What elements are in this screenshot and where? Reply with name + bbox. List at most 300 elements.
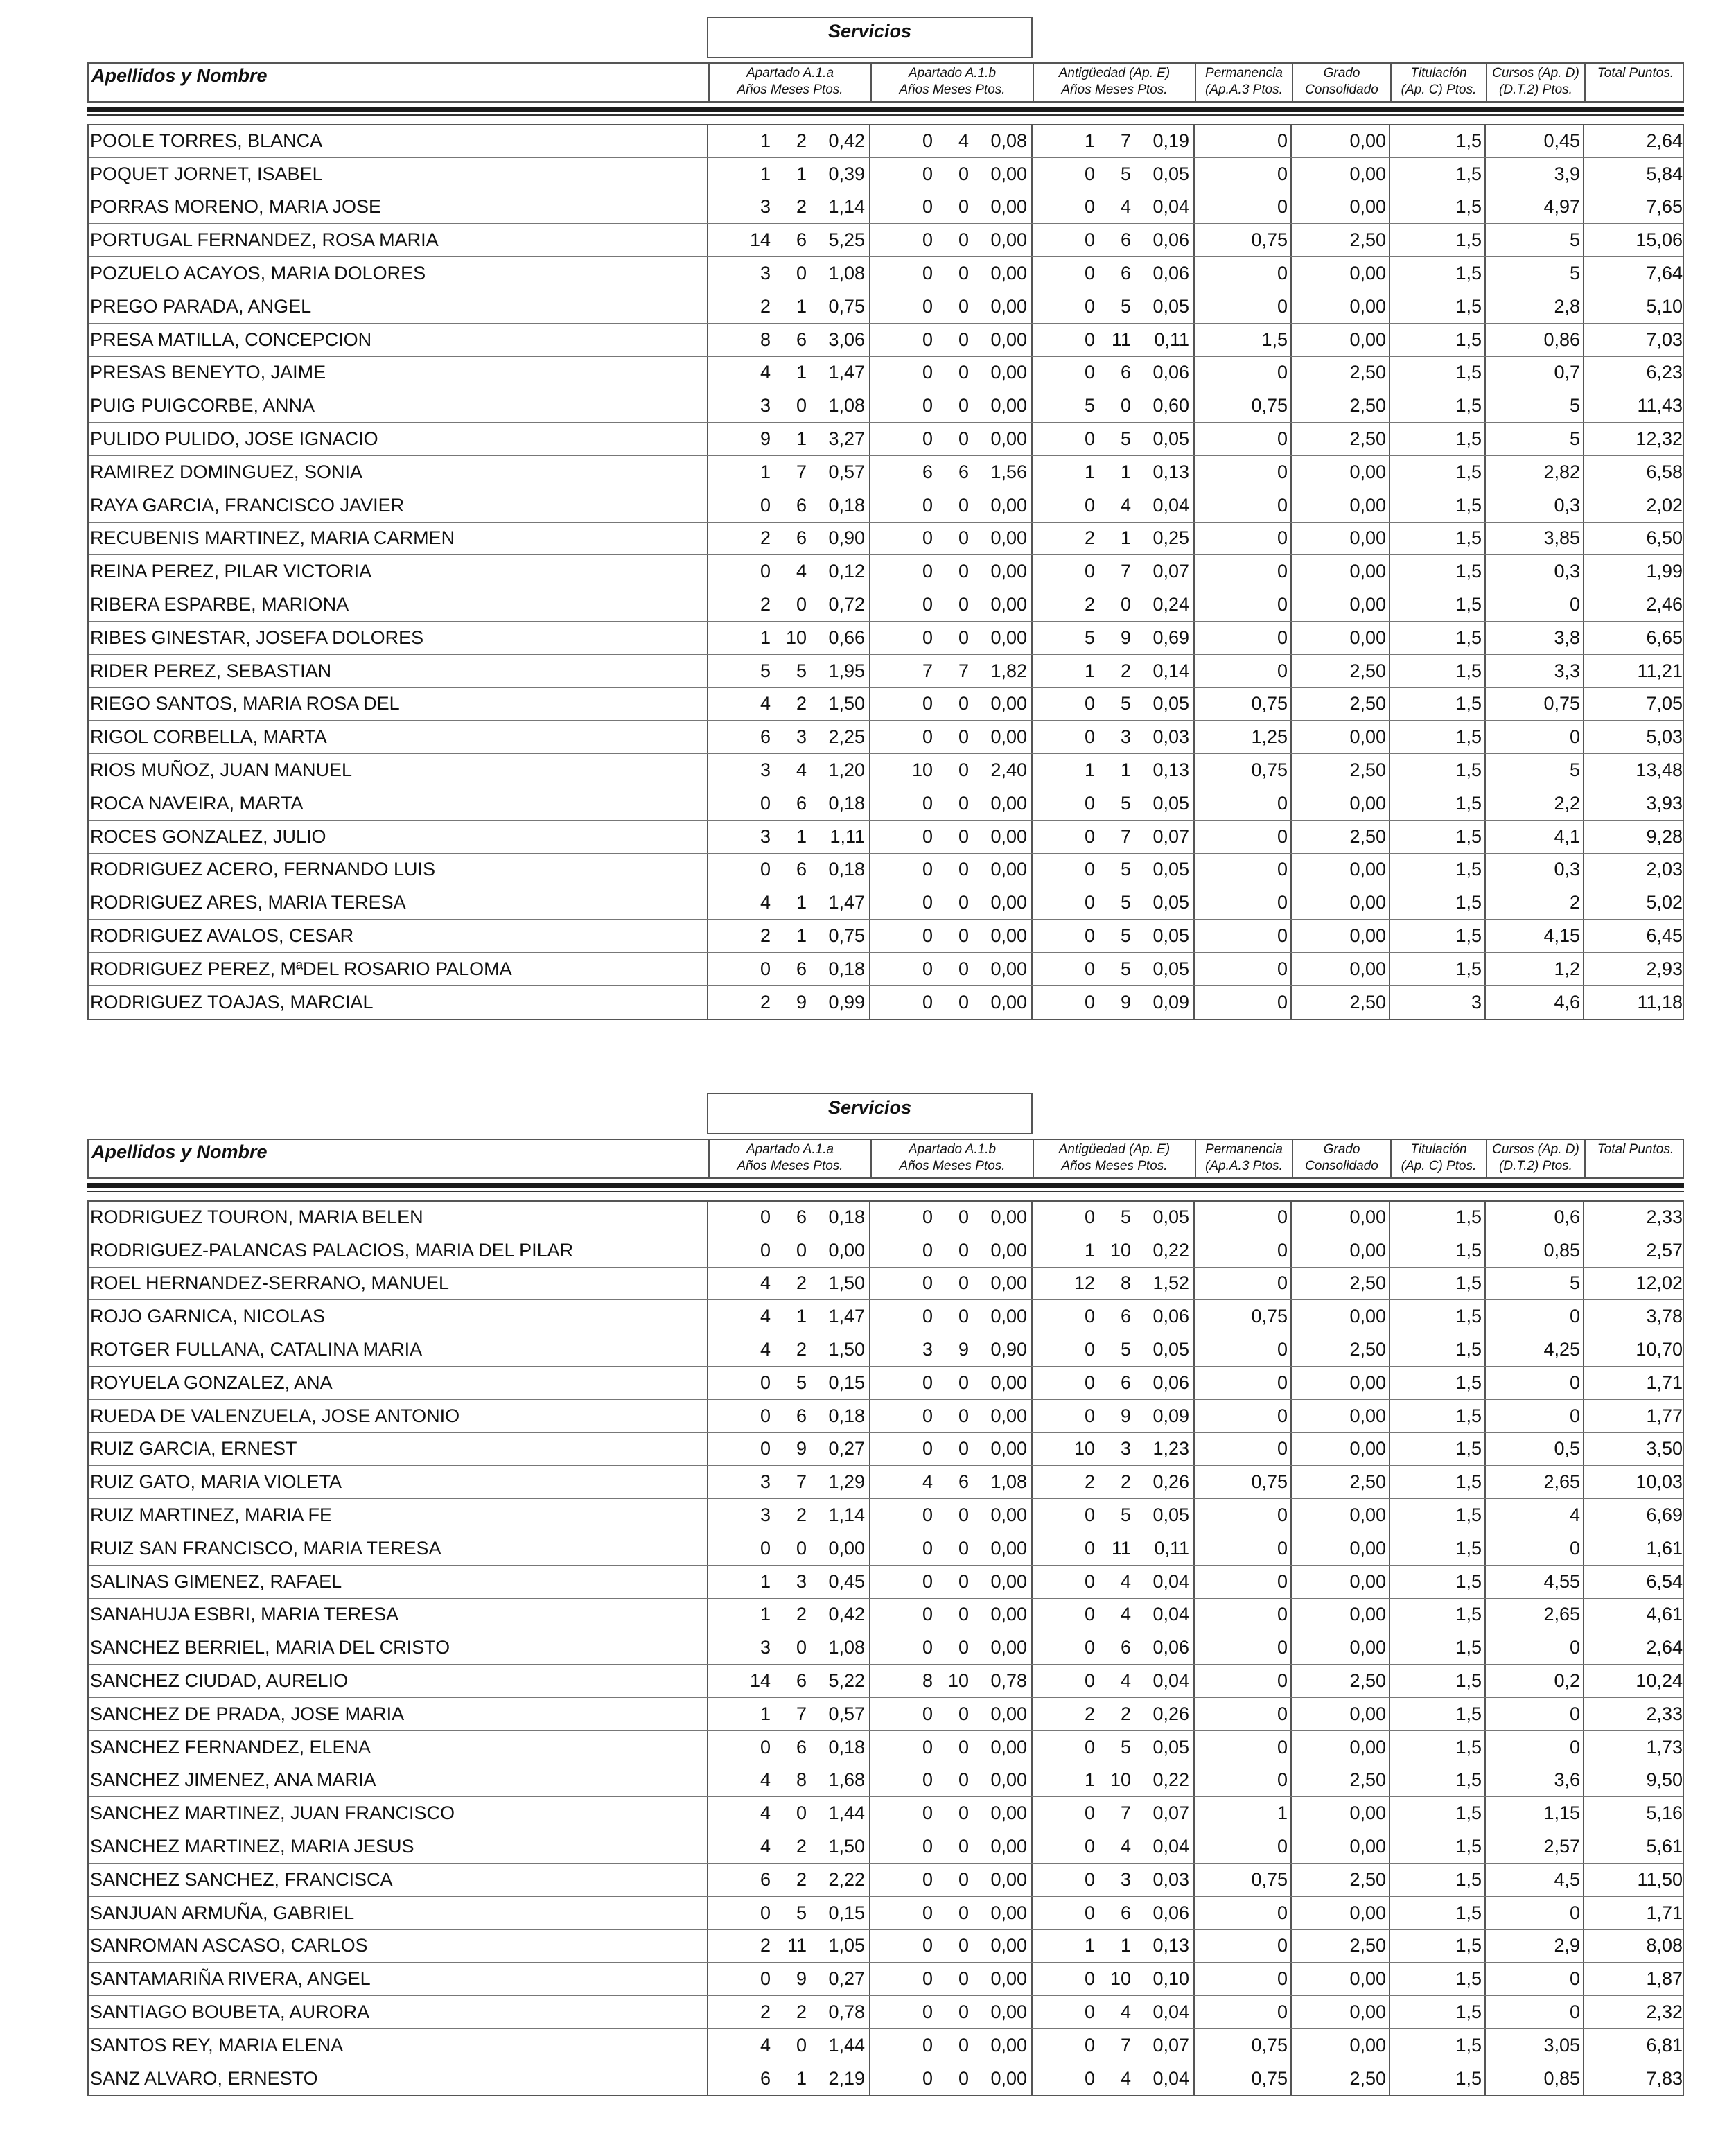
points-value: 0,04 [1152,2067,1189,2089]
months-value: 0 [958,859,969,880]
cursos-value: 0,3 [1486,555,1584,588]
permanencia-value: 0 [1195,489,1292,522]
service-group [708,2029,870,2062]
cursos-value: 0,45 [1486,125,1584,157]
titulacion-value: 1,5 [1390,588,1486,621]
years-value: 0 [922,892,933,913]
service-group [1033,1234,1195,1267]
total-value: 13,48 [1636,760,1683,781]
years-value: 0 [922,1537,933,1559]
points-value: 0,13 [1152,1935,1189,1956]
grado-value: 0,00 [1292,953,1390,985]
years-value: 6 [760,1868,771,1890]
titulacion-value: 1,5 [1390,721,1486,753]
permanencia-value: 0 [1195,125,1292,157]
service-group [708,986,870,1019]
months-value: 0 [958,1703,969,1724]
total-value: 7,83 [1646,2067,1683,2089]
months-value: 1 [796,362,807,383]
months-value: 0 [796,2034,807,2056]
table-row [89,290,1683,323]
years-value: 0 [922,395,933,417]
months-value: 6 [1120,1902,1131,1923]
points-value: 0,00 [990,1405,1027,1426]
months-value: 6 [1120,263,1131,284]
years-value: 2 [760,991,771,1013]
total-value: 2,33 [1646,1703,1683,1724]
column-header-line: Titulación [1410,1142,1467,1157]
total-value: 3,93 [1646,792,1683,814]
points-value: 0,14 [1152,660,1189,681]
years-value: 0 [922,362,933,383]
servicios-header: Servicios [707,1093,1033,1134]
months-value: 1 [796,428,807,450]
service-group [870,986,1033,1019]
titulacion-value: 1,5 [1390,1234,1486,1267]
service-group [708,886,870,919]
service-group [1033,886,1195,919]
years-value: 0 [922,130,933,152]
months-value: 0 [958,1505,969,1526]
points-value: 0,00 [990,1769,1027,1791]
years-value: 0 [1084,196,1095,218]
service-group [870,1599,1033,1631]
total-value: 10,24 [1636,1670,1683,1692]
points-value: 0,57 [828,461,865,482]
grado-value: 2,50 [1292,754,1390,787]
years-value: 0 [922,428,933,450]
person-name: SANCHEZ FERNANDEZ, ELENA [89,1731,708,1764]
service-group [708,158,870,191]
months-value: 3 [1120,1868,1131,1890]
points-value: 0,05 [1152,1505,1189,1526]
years-value: 0 [922,1769,933,1791]
points-value: 0,18 [828,1736,865,1758]
table-row [89,223,1683,256]
service-group [870,1333,1033,1366]
years-value: 0 [1084,1836,1095,1857]
permanencia-value: 0 [1195,1400,1292,1432]
grado-value: 0,00 [1292,1566,1390,1598]
total-value: 12,02 [1636,1272,1683,1294]
years-value: 0 [922,1836,933,1857]
service-group [1033,1268,1195,1300]
service-group [1033,1731,1195,1764]
points-value: 0,05 [1152,1339,1189,1360]
service-group [708,1731,870,1764]
years-value: 12 [1073,1272,1095,1294]
titulacion-value: 1,5 [1390,1466,1486,1498]
person-name: SANTAMARIÑA RIVERA, ANGEL [89,1963,708,1995]
months-value: 2 [796,1604,807,1625]
column-header-line: Apartado A.1.b [908,66,997,80]
service-group [870,1963,1033,1995]
table-row [89,256,1683,290]
cursos-value: 0,7 [1486,357,1584,389]
grado-value: 2,50 [1292,655,1390,687]
years-value: 0 [1084,2001,1095,2023]
years-value: 0 [1084,1339,1095,1360]
table-row [89,2062,1683,2095]
months-value: 0 [958,2001,969,2023]
service-group [870,1698,1033,1730]
points-value: 0,60 [1152,395,1189,417]
service-group [708,854,870,886]
person-name: PUIG PUIGCORBE, ANNA [89,389,708,422]
service-group [870,1499,1033,1532]
servicios-header: Servicios [707,17,1033,58]
titulacion-value: 1,5 [1390,2062,1486,2095]
permanencia-value: 0,75 [1195,1864,1292,1896]
titulacion-value: 1,5 [1390,787,1486,820]
years-value: 0 [922,1306,933,1327]
service-group [870,389,1033,422]
service-group [708,1864,870,1896]
table-row [89,422,1683,455]
years-value: 0 [922,1868,933,1890]
titulacion-value: 1,5 [1390,2029,1486,2062]
years-value: 0 [922,163,933,184]
points-value: 1,08 [828,395,865,417]
months-value: 0 [958,1968,969,1990]
titulacion-value: 1,5 [1390,1499,1486,1532]
service-group [708,456,870,489]
points-value: 0,42 [828,1604,865,1625]
years-value: 0 [922,1570,933,1592]
months-value: 0 [958,1736,969,1758]
permanencia-value: 0,75 [1195,754,1292,787]
total-value: 7,05 [1646,693,1683,715]
person-name: PRESA MATILLA, CONCEPCION [89,324,708,356]
years-value: 0 [922,1803,933,1824]
years-value: 0 [760,1405,771,1426]
service-group [708,721,870,753]
points-value: 0,00 [990,1637,1027,1658]
service-group [1033,1532,1195,1565]
person-name: SANCHEZ DE PRADA, JOSE MARIA [89,1698,708,1730]
total-value: 5,16 [1646,1803,1683,1824]
permanencia-value: 1 [1195,1797,1292,1830]
months-value: 5 [1120,163,1131,184]
table-row [89,1830,1683,1863]
cursos-value: 3,85 [1486,523,1584,555]
points-value: 0,15 [828,1902,865,1923]
permanencia-value: 0 [1195,1897,1292,1929]
service-group [870,787,1033,820]
table-row [89,687,1683,721]
points-value: 0,00 [990,726,1027,748]
column-header-perm [1195,64,1292,101]
person-name: RODRIGUEZ-PALANCAS PALACIOS, MARIA DEL PILAR [89,1234,708,1267]
cursos-value: 0,6 [1486,1202,1584,1234]
years-value: 0 [922,295,933,317]
total-value: 11,18 [1637,991,1683,1013]
grado-value: 2,50 [1292,1764,1390,1797]
years-value: 0 [1084,1670,1095,1692]
months-value: 4 [1120,1570,1131,1592]
service-group [1033,1300,1195,1333]
column-header-line: (Ap. C) Ptos. [1401,82,1477,97]
years-value: 5 [1084,626,1095,648]
points-value: 0,12 [828,561,865,582]
total-value: 5,84 [1646,163,1683,184]
years-value: 3 [760,1471,771,1493]
grado-value: 2,50 [1292,1665,1390,1697]
person-name: RODRIGUEZ ACERO, FERNANDO LUIS [89,854,708,886]
points-value: 0,10 [1152,1968,1189,1990]
months-value: 6 [796,229,807,251]
service-group [1033,986,1195,1019]
column-header-line: Cursos (Ap. D) [1492,66,1579,80]
cursos-value: 1,15 [1486,1797,1584,1830]
titulacion-value: 1,5 [1390,1532,1486,1565]
years-value: 0 [922,1438,933,1460]
grado-value: 0,00 [1292,1996,1390,2028]
person-name: RODRIGUEZ ARES, MARIA TERESA [89,886,708,919]
table-row [89,588,1683,621]
years-value: 0 [1084,295,1095,317]
years-value: 0 [922,1935,933,1956]
years-value: 3 [760,395,771,417]
column-header-row [87,1139,1684,1179]
months-value: 0 [796,263,807,284]
points-value: 0,15 [828,1371,865,1393]
service-group [708,588,870,621]
person-name: SANCHEZ BERRIEL, MARIA DEL CRISTO [89,1631,708,1664]
grado-value: 2,50 [1292,1333,1390,1366]
cursos-value: 0 [1486,1897,1584,1929]
cursos-value: 5 [1486,423,1584,455]
months-value: 0 [796,1537,807,1559]
person-name: RODRIGUEZ TOURON, MARIA BELEN [89,1202,708,1234]
points-value: 0,00 [990,494,1027,516]
months-value: 6 [796,1405,807,1426]
service-group [870,1532,1033,1565]
years-value: 0 [922,1736,933,1758]
service-group [870,1930,1033,1963]
permanencia-value: 0 [1195,1202,1292,1234]
service-group [708,1466,870,1498]
points-value: 0,03 [1152,726,1189,748]
years-value: 1 [760,1703,771,1724]
years-value: 3 [760,263,771,284]
years-value: 0 [922,2067,933,2089]
column-header-line: Antigüedad (Ap. E) [1058,1142,1171,1157]
months-value: 0 [958,1306,969,1327]
months-value: 0 [958,1935,969,1956]
months-value: 1 [796,2067,807,2089]
years-value: 4 [760,892,771,913]
months-value: 0 [958,362,969,383]
years-value: 1 [760,626,771,648]
service-group [1033,1333,1195,1366]
permanencia-value: 1,5 [1195,324,1292,356]
months-value: 1 [1120,461,1131,482]
years-value: 2 [1084,527,1095,549]
column-header-line: (Ap. C) Ptos. [1401,1159,1477,1173]
points-value: 0,22 [1152,1769,1189,1791]
cursos-value: 5 [1486,224,1584,256]
years-value: 0 [922,229,933,251]
permanencia-value: 0 [1195,1731,1292,1764]
months-value: 6 [796,859,807,880]
months-value: 5 [1120,792,1131,814]
points-value: 1,50 [828,1339,865,1360]
person-name: RUIZ GARCIA, ERNEST [89,1433,708,1466]
person-name: POQUET JORNET, ISABEL [89,158,708,191]
cursos-value: 4,55 [1486,1566,1584,1598]
points-value: 0,78 [828,2001,865,2023]
permanencia-value: 0 [1195,357,1292,389]
table-row [89,886,1683,919]
service-group [870,357,1033,389]
points-value: 0,99 [828,991,865,1013]
points-value: 0,08 [990,130,1027,152]
titulacion-value: 1,5 [1390,523,1486,555]
points-value: 0,04 [1152,196,1189,218]
titulacion-value: 1,5 [1390,1731,1486,1764]
points-value: 0,00 [990,1868,1027,1890]
points-value: 0,00 [990,1371,1027,1393]
titulacion-value: 1,5 [1390,1333,1486,1366]
years-value: 5 [760,660,771,681]
service-group [708,1433,870,1466]
points-value: 0,00 [990,1570,1027,1592]
years-value: 0 [922,1371,933,1393]
points-value: 0,07 [1152,825,1189,847]
months-value: 0 [958,1570,969,1592]
service-group [708,1333,870,1366]
person-name: RIGOL CORBELLA, MARTA [89,721,708,753]
cursos-value: 3,9 [1486,158,1584,191]
years-value: 0 [760,1371,771,1393]
service-group [1033,158,1195,191]
years-value: 0 [1084,163,1095,184]
cursos-value: 0 [1486,1698,1584,1730]
months-value: 0 [958,693,969,715]
titulacion-value: 1,5 [1390,1996,1486,2028]
grado-value: 0,00 [1292,257,1390,290]
years-value: 0 [1084,1604,1095,1625]
service-group [870,158,1033,191]
service-group [1033,1367,1195,1399]
months-value: 0 [796,1637,807,1658]
months-value: 0 [958,1637,969,1658]
years-value: 0 [922,1604,933,1625]
service-group [870,920,1033,952]
grado-value: 0,00 [1292,1400,1390,1432]
titulacion-value: 1,5 [1390,754,1486,787]
table-row [89,455,1683,489]
permanencia-value: 0 [1195,523,1292,555]
table-row [89,1962,1683,1995]
table-row [89,1532,1683,1565]
years-value: 2 [760,594,771,615]
months-value: 0 [958,1902,969,1923]
service-group [708,1631,870,1664]
column-header-line: Años Meses Ptos. [899,82,1006,97]
titulacion-value: 1,5 [1390,324,1486,356]
service-group [870,1433,1033,1466]
table-row [89,1664,1683,1697]
column-header-line: (Ap.A.3 Ptos. [1205,82,1283,97]
person-name: RIBES GINESTAR, JOSEFA DOLORES [89,622,708,654]
cursos-value: 0 [1486,1631,1584,1664]
service-group [708,1698,870,1730]
months-value: 5 [1120,1736,1131,1758]
grado-value: 2,50 [1292,389,1390,422]
grado-value: 0,00 [1292,1830,1390,1863]
service-group [870,1466,1033,1498]
points-value: 0,04 [1152,1604,1189,1625]
service-group [1033,1897,1195,1929]
years-value: 0 [922,1703,933,1724]
service-group [1033,1930,1195,1963]
service-group [708,655,870,687]
months-value: 4 [796,760,807,781]
years-value: 4 [760,1769,771,1791]
months-value: 6 [958,461,969,482]
months-value: 7 [1120,2034,1131,2056]
months-value: 0 [958,2034,969,2056]
years-value: 0 [922,859,933,880]
person-name: PULIDO PULIDO, JOSE IGNACIO [89,423,708,455]
grado-value: 2,50 [1292,821,1390,853]
points-value: 0,00 [990,2001,1027,2023]
service-group [708,357,870,389]
points-value: 1,47 [828,362,865,383]
months-value: 0 [958,395,969,417]
table-row [89,1995,1683,2028]
points-value: 1,14 [828,1505,865,1526]
months-value: 4 [1120,2001,1131,2023]
service-group [1033,125,1195,157]
months-value: 0 [958,925,969,947]
months-value: 0 [958,527,969,549]
points-value: 2,25 [828,726,865,748]
grado-value: 0,00 [1292,1433,1390,1466]
months-value: 5 [1120,428,1131,450]
months-value: 11 [1111,328,1131,350]
permanencia-value: 0 [1195,821,1292,853]
table-row [89,522,1683,555]
points-value: 0,00 [990,1604,1027,1625]
service-group [870,1830,1033,1863]
titulacion-value: 1,5 [1390,1930,1486,1963]
months-value: 1 [1120,527,1131,549]
person-name: RUIZ SAN FRANCISCO, MARIA TERESA [89,1532,708,1565]
cursos-value: 3,6 [1486,1764,1584,1797]
service-group [708,389,870,422]
person-name: REINA PEREZ, PILAR VICTORIA [89,555,708,588]
service-group [1033,2029,1195,2062]
service-group [708,1963,870,1995]
cursos-value: 0,86 [1486,324,1584,356]
months-value: 0 [958,1207,969,1228]
months-value: 0 [958,163,969,184]
service-group [1033,191,1195,224]
points-value: 0,00 [990,626,1027,648]
cursos-value: 0,85 [1486,2062,1584,2095]
person-name: SANCHEZ MARTINEZ, JUAN FRANCISCO [89,1797,708,1830]
service-group [870,1400,1033,1432]
column-header-row [87,62,1684,103]
total-value: 1,99 [1646,561,1683,582]
person-name: PRESAS BENEYTO, JAIME [89,357,708,389]
titulacion-value: 1,5 [1390,191,1486,224]
months-value: 0 [958,1371,969,1393]
cursos-value: 2,82 [1486,456,1584,489]
